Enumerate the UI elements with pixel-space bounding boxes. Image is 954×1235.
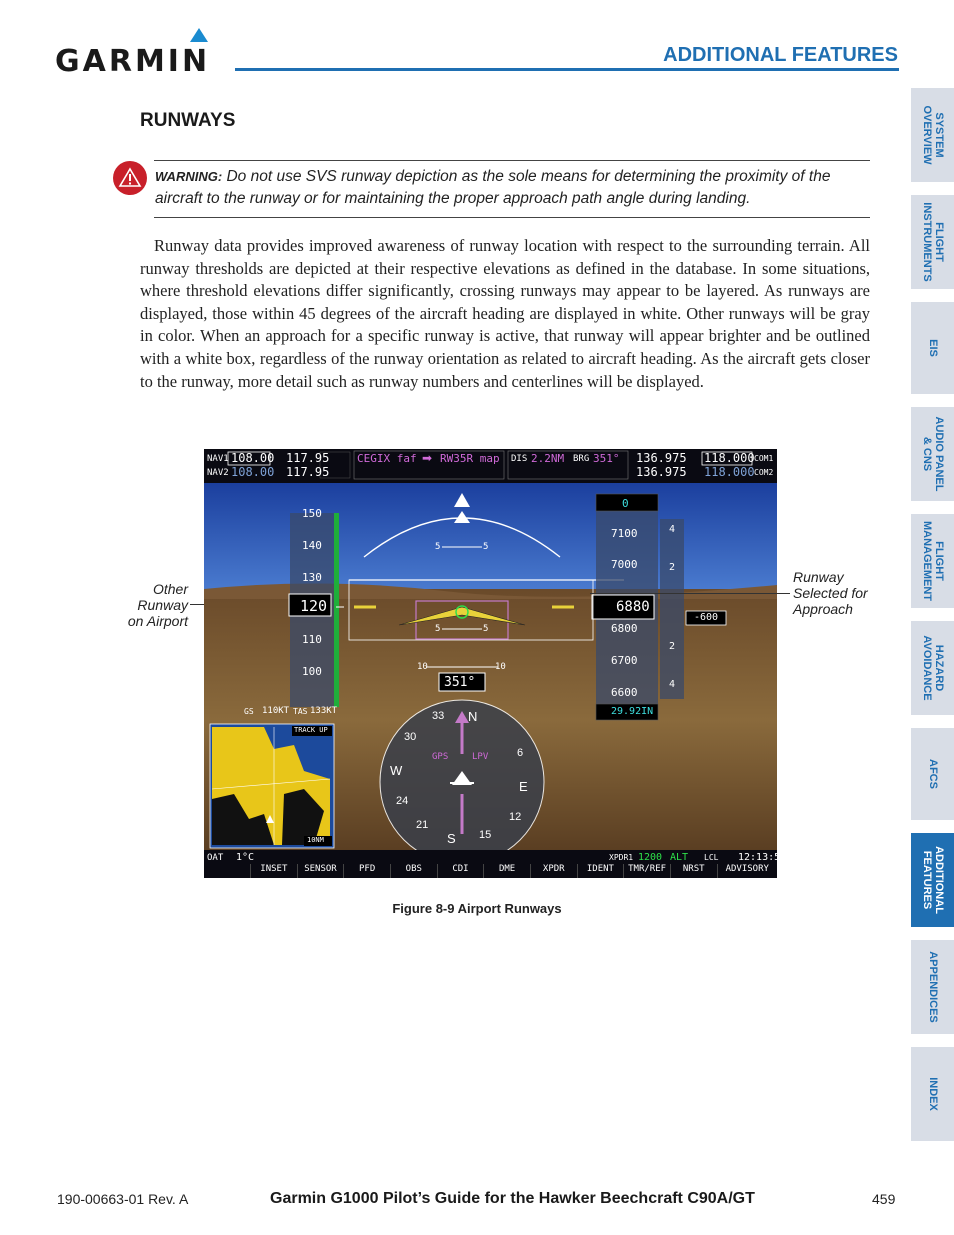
warning-label: WARNING: <box>155 169 223 184</box>
altitude-tick: 7000 <box>611 558 638 571</box>
nav2-active: 108.00 <box>231 465 275 479</box>
header-rule <box>235 68 899 71</box>
xpdr-label: XPDR1 <box>609 853 634 862</box>
route-to: RW35R map <box>440 452 500 465</box>
brg-label: BRG <box>573 454 590 464</box>
logo-text: GARMIN <box>55 44 211 79</box>
page-number: 459 <box>872 1191 896 1207</box>
warning-rule-bottom <box>154 217 870 218</box>
compass-label: N <box>468 709 478 724</box>
softkey-pfd[interactable]: PFD <box>343 864 390 878</box>
tab-label: AFCS <box>926 759 939 789</box>
callout-left-line: Other <box>152 581 188 597</box>
brg-value: 351° <box>593 452 620 465</box>
doc-title: Garmin G1000 Pilot’s Guide for the Hawker Beechcraft C90A/GT <box>270 1190 755 1207</box>
tab-eis[interactable] <box>911 302 954 394</box>
warning-body: Do not use SVS runway depiction as the sole means for determining the proximity of the aircraft to the runway or for maintaining the proper approach path angle during landing. <box>155 168 831 207</box>
compass-label: S <box>447 831 456 846</box>
com1-active: 136.975 <box>636 451 687 465</box>
oat-label: OAT <box>207 853 224 863</box>
softkey-advisory[interactable]: ADVISORY <box>717 864 777 878</box>
tab-system-overview[interactable] <box>911 88 954 182</box>
pitch-label: 5 <box>435 624 441 634</box>
tab-flight-instruments[interactable] <box>911 195 954 289</box>
callout-left-line: Runway <box>137 597 188 613</box>
tab-index[interactable] <box>911 1047 954 1141</box>
xpdr-code: 1200 <box>638 852 663 863</box>
compass-label: E <box>519 779 528 794</box>
clock: 12:13:54 <box>738 852 787 863</box>
pitch-label: 5 <box>435 542 441 552</box>
tab-label: FLIGHT INSTRUMENTS <box>920 202 945 282</box>
vs-tick: 4 <box>669 679 676 690</box>
airspeed-current: 120 <box>300 597 328 615</box>
page-heading: RUNWAYS <box>140 110 236 131</box>
softkey-ident[interactable]: IDENT <box>577 864 624 878</box>
pitch-label: 10 <box>495 662 506 672</box>
compass-label: 21 <box>416 819 429 831</box>
softkey-tmr-ref[interactable]: TMR/REF <box>623 864 670 878</box>
compass-label: 12 <box>509 811 522 823</box>
logo-triangle-icon <box>190 28 208 42</box>
callout-left-line: on Airport <box>127 613 188 629</box>
compass-label: W <box>390 763 403 778</box>
nav2-standby: 117.95 <box>286 465 330 479</box>
tab-label: APPENDICES <box>926 951 939 1023</box>
pitch-label: 5 <box>483 624 489 634</box>
compass-label: 30 <box>404 731 417 743</box>
dis-label: DIS <box>511 454 528 464</box>
com2-active: 136.975 <box>636 465 687 479</box>
callout-selected-runway <box>793 569 893 617</box>
nav1-label: NAV1 <box>207 454 229 464</box>
pitch-label: 5 <box>483 542 489 552</box>
body-paragraph: Runway data provides improved awareness of runway location with respect to the surrounding terrain. All runway thresholds are depicted at their respective elevations as defined in the database. In some situations, where threshold elevations differ significantly, crossing runways may appear to be layered. As runways are displayed, those within 45 degrees of the aircraft heading are displayed in white. Other runways will be gray in color. When an approach for a specific runway is active, that runway will appear brighter and be outlined with a white box, regardless of the runway orientation as related to aircraft heading. As the aircraft gets closer to the runway, more detail such as runway numbers and centerlines will be displayed. <box>140 236 870 391</box>
vs-tick: 4 <box>669 524 676 535</box>
pfd-overlay <box>204 449 777 878</box>
baro-setting: 29.92IN <box>611 706 654 717</box>
tas-label: TAS <box>293 707 308 716</box>
softkey-sensor[interactable]: SENSOR <box>297 864 344 878</box>
tab-additional-features[interactable] <box>911 833 954 927</box>
tab-afcs[interactable] <box>911 728 954 820</box>
doc-number: 190-00663-01 Rev. A <box>57 1191 189 1207</box>
compass-label: 6 <box>517 747 524 759</box>
tab-audio-panel[interactable] <box>911 407 954 501</box>
tab-label: AUDIO PANEL & CNS <box>920 416 945 492</box>
nav1-active: 108.00 <box>231 451 275 465</box>
pitch-label: 10 <box>417 662 428 672</box>
softkey-nrst[interactable]: NRST <box>670 864 717 878</box>
com1-standby: 118.000 <box>704 451 755 465</box>
nav2-label: NAV2 <box>207 468 229 478</box>
tab-label: INDEX <box>926 1077 939 1111</box>
com2-label: COM2 <box>754 468 774 477</box>
compass-label: 24 <box>396 795 409 807</box>
altitude-tick: 6700 <box>611 654 638 667</box>
heading-readout: 351° <box>444 675 476 690</box>
softkeys <box>250 864 777 878</box>
tas-value: 133KT <box>310 706 338 716</box>
airspeed-tick: 110 <box>302 633 322 646</box>
airspeed-tick: 150 <box>302 507 322 520</box>
oat-value: 1°C <box>236 852 255 863</box>
altitude-tick: 7100 <box>611 527 638 540</box>
xpdr-mode: ALT <box>670 852 689 863</box>
figure-caption: Figure 8-9 Airport Runways <box>392 901 562 916</box>
compass-label: 15 <box>479 829 492 841</box>
callout-right-line: Approach <box>793 601 853 617</box>
airspeed-tick: 140 <box>302 539 322 552</box>
warning-rule-top <box>154 160 870 161</box>
com2-standby: 118.000 <box>704 465 755 479</box>
vs-tick: 2 <box>669 562 676 573</box>
softkey-inset[interactable]: INSET <box>250 864 297 878</box>
route-arrow-icon: ➡ <box>422 451 433 465</box>
tab-hazard-avoidance[interactable] <box>911 621 954 715</box>
callout-right-line: Selected for <box>793 585 868 601</box>
altitude-current: 6880 <box>616 599 650 615</box>
airspeed-tick: 130 <box>302 571 322 584</box>
warning-icon <box>113 161 147 195</box>
section-title: ADDITIONAL FEATURES <box>663 44 898 66</box>
inset-track-up: TRACK UP <box>294 726 328 734</box>
nav1-standby: 117.95 <box>286 451 330 465</box>
callout-other-runway <box>110 581 188 629</box>
vs-tick: 2 <box>669 641 676 652</box>
softkey-xpdr[interactable]: XPDR <box>530 864 577 878</box>
softkey-cdi[interactable]: CDI <box>437 864 484 878</box>
altitude-tick: 6800 <box>611 622 638 635</box>
tab-label: FLIGHT MANAGEMENT <box>920 520 945 602</box>
callout-right-line: Runway <box>793 569 844 585</box>
leader-line-right <box>590 593 790 594</box>
tab-label: ADDITIONAL FEATURES <box>920 846 945 914</box>
tab-label: SYSTEM OVERVIEW <box>920 105 945 165</box>
dis-value: 2.2NM <box>531 452 565 465</box>
gps-label: GPS <box>432 752 449 762</box>
softkey-obs[interactable]: OBS <box>390 864 437 878</box>
vs-value: -600 <box>694 612 719 623</box>
selected-altitude: 0 <box>622 497 629 510</box>
tab-appendices[interactable] <box>911 940 954 1034</box>
compass-label: 33 <box>432 710 445 722</box>
lpv-label: LPV <box>472 752 489 762</box>
altitude-tick: 6600 <box>611 686 638 699</box>
com1-label: COM1 <box>754 454 774 463</box>
gs-label: GS <box>244 707 254 716</box>
airspeed-tick: 100 <box>302 665 322 678</box>
garmin-logo <box>55 28 225 78</box>
warning-text <box>155 166 871 210</box>
pfd-figure <box>204 449 787 878</box>
inset-range: 10NM <box>307 836 324 844</box>
lcl-label: LCL <box>704 853 719 862</box>
tab-flight-management[interactable] <box>911 514 954 608</box>
gs-value: 110KT <box>262 706 290 716</box>
tab-label: HAZARD AVOIDANCE <box>920 635 945 701</box>
softkey-dme[interactable]: DME <box>483 864 530 878</box>
tab-label: EIS <box>926 339 939 357</box>
route-from: CEGIX faf <box>357 452 417 465</box>
